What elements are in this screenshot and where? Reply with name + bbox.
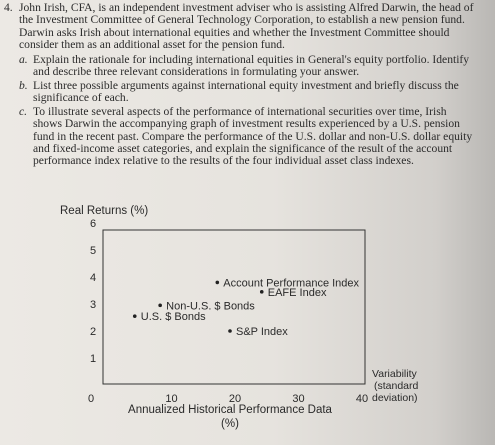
data-point-marker: [216, 281, 220, 285]
y-tick-label: 5: [89, 245, 97, 257]
x-axis-label: Annualized Historical Performance Data: [128, 404, 332, 416]
y-axis-label: Real Returns (%): [60, 205, 149, 217]
x-tick-label: 40: [355, 393, 369, 405]
part-letter: b.: [19, 79, 28, 92]
x-tick-label: 10: [165, 393, 178, 405]
x-side-label: deviation): [372, 392, 418, 404]
data-point-label: Account Performance Index: [223, 277, 360, 290]
x-tick-label: 20: [228, 393, 242, 405]
part-line: significance of each.: [33, 92, 129, 105]
x-side-label: Variability: [372, 368, 417, 380]
part-letter: c.: [19, 105, 28, 118]
data-point-label: Non-U.S. $ Bonds: [166, 300, 255, 313]
stem-line: consider them as an additional asset for the pension fund.: [19, 38, 285, 51]
part-letter: a.: [19, 53, 28, 66]
part-line: List three possible arguments against international equity investment and briefly discuss the: [33, 80, 459, 92]
data-points: [133, 277, 360, 338]
data-point-label: EAFE Index: [267, 286, 327, 299]
stem-line: the Investment Committee of General Technology Corporation, to establish a new pension fund.: [19, 14, 465, 27]
part-line: shows Darwin the accompanying graph of investment results experienced by a U.S. pension: [33, 118, 460, 131]
x-tick-label: 30: [292, 393, 305, 405]
stem-line: John Irish, CFA, is an independent investment adviser who is assisting Alfred Darwin, the head of: [19, 2, 474, 14]
part-line: and fixed-income asset categories, and explain the significance of the result of the account: [33, 142, 453, 155]
part-line: fund in the recent past. Compare the performance of the U.S. dollar and non-U.S. dollar equity: [33, 130, 473, 143]
stem-line: Darwin asks Irish about international equities and whether the Investment Committee should: [19, 26, 450, 39]
data-point-marker: [228, 329, 232, 333]
y-tick-label: 2: [89, 326, 97, 338]
data-point-label: S&P Index: [236, 326, 288, 338]
y-tick-labels: [90, 218, 96, 365]
part-line: performance index relative to the results of the four individual asset class indexes.: [33, 155, 414, 168]
data-point-marker: [260, 290, 264, 294]
y-tick-label: 6: [89, 218, 97, 230]
y-tick-label: 3: [89, 299, 97, 311]
problem-number: 4.: [4, 1, 13, 14]
x-tick-label: 0: [87, 393, 95, 405]
part-line: and describe three relevant considerations in formulating your answer.: [33, 66, 360, 79]
y-tick-label: 4: [89, 272, 97, 284]
data-point-marker: [133, 314, 137, 318]
part-line: To illustrate several aspects of the performance of international securities over time, Irish: [33, 106, 447, 118]
data-point-label: U.S. $ Bonds: [140, 311, 206, 324]
part-line: Explain the rationale for including international equities in General's equity portfolio. Identify: [33, 54, 470, 66]
y-tick-label: 1: [89, 353, 97, 365]
data-point-marker: [158, 304, 162, 308]
x-axis-label-unit: (%): [221, 418, 239, 430]
x-side-label: (standard: [374, 380, 419, 392]
